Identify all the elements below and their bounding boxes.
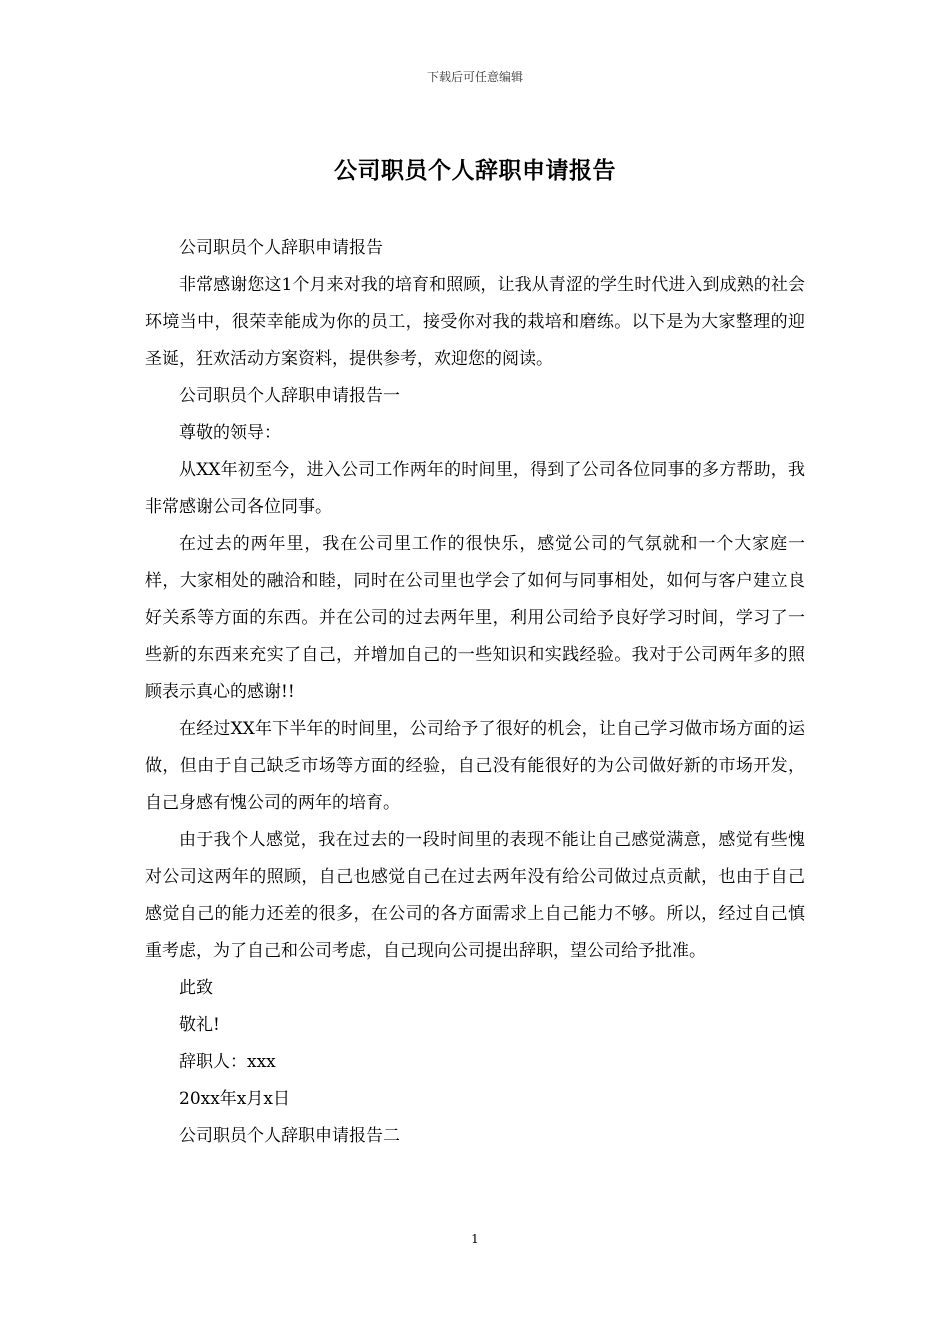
- salutation: 尊敬的领导：: [179, 423, 281, 443]
- intro-paragraph: 非常感谢您这1个月来对我的培育和照顾，让我从青涩的学生时代进入到成熟的社会环境当中，很荣幸能成为你的员工，接受你对我的栽培和磨练。以下是为大家整理的迎圣诞，狂欢活动方案资料，提供参考，欢迎您的阅读。: [145, 275, 805, 369]
- document-body: [145, 230, 805, 1155]
- header-note: 下载后可任意编辑: [426, 70, 523, 84]
- body-paragraph: 在经过XX年下半年的时间里，公司给予了很好的机会，让自己学习做市场方面的运做，但由于自己缺乏市场等方面的经验，自己没有能很好的为公司做好新的市场开发，自己身感有愧公司的两年的培育。: [145, 719, 805, 813]
- closing-line: 此致: [179, 978, 213, 998]
- document-title: 公司职员个人辞职申请报告: [334, 157, 616, 184]
- closing-regards: 敬礼!: [179, 1015, 220, 1035]
- signature-line: 辞职人：xxx: [179, 1052, 276, 1072]
- body-paragraph: 在过去的两年里，我在公司里工作的很快乐，感觉公司的气氛就和一个大家庭一样，大家相处的融洽和睦，同时在公司里也学会了如何与同事相处，如何与客户建立良好关系等方面的东西。并在公司的过去两年里，利用公司给予良好学习时间，学习了一些新的东西来充实了自己，并增加自己的一些知识和实践经验。我对于公司两年多的照顾表示真心的感谢!!: [145, 534, 805, 702]
- page-number: 1: [471, 1232, 479, 1246]
- body-paragraph: 从XX年初至今，进入公司工作两年的时间里，得到了公司各位同事的多方帮助，我非常感谢公司各位同事。: [145, 460, 805, 517]
- body-paragraph: 由于我个人感觉，我在过去的一段时间里的表现不能让自己感觉满意，感觉有些愧对公司这两年的照顾，自己也感觉自己在过去两年没有给公司做过点贡献，也由于自己感觉自己的能力还差的很多，在公司的各方面需求上自己能力不够。所以，经过自己慎重考虑，为了自己和公司考虑，自己现向公司提出辞职，望公司给予批准。: [145, 830, 805, 961]
- section-heading-one: 公司职员个人辞职申请报告一: [179, 386, 400, 406]
- section-heading-two: 公司职员个人辞职申请报告二: [179, 1126, 400, 1146]
- date-line: 20xx年x月x日: [179, 1089, 290, 1109]
- intro-heading: 公司职员个人辞职申请报告: [179, 238, 383, 258]
